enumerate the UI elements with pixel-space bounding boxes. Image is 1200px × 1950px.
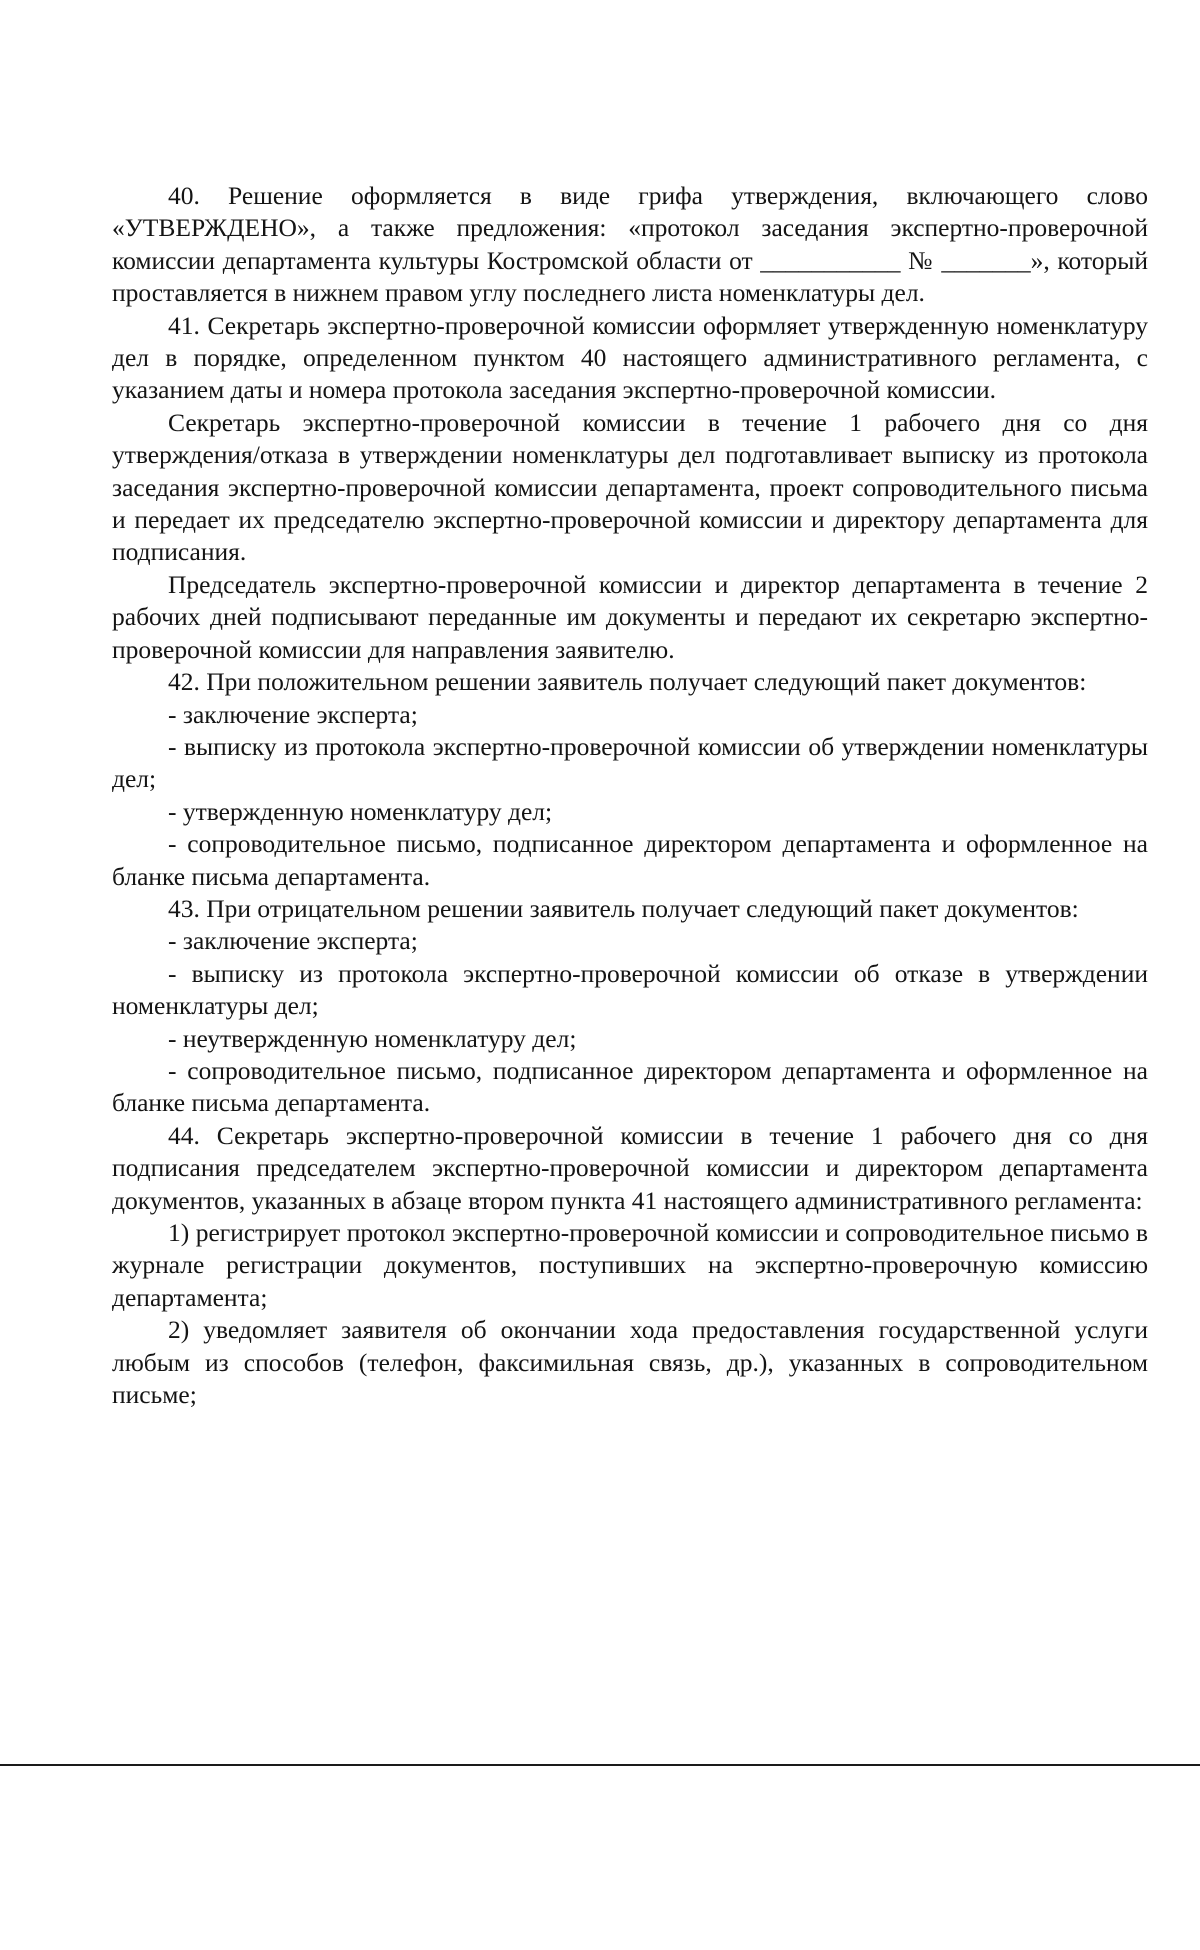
list-item-cover-letter: - сопроводительное письмо, подписанное директором департамента и оформленное на бланке письма департамента. bbox=[112, 829, 1148, 891]
bottom-rule-divider bbox=[0, 1764, 1200, 1766]
list-item-expert-conclusion: - заключение эксперта; bbox=[168, 699, 418, 729]
list-item-refusal-extract: - выписку из протокола экспертно-проверочной комиссии об отказе в утверждении номенклатуры дел; bbox=[112, 958, 1148, 1021]
paragraph-41-chairman: Председатель экспертно-проверочной комиссии и директор департамента в течение 2 рабочих дней подписывают переданные им документы и передают их секретарю экспертно-проверочной комиссии для направления заявителю. bbox=[112, 569, 1148, 664]
paragraph-44: 44. Секретарь экспертно-проверочной комиссии в течение 1 рабочего дня со дня подписания председателем экспертно-проверочной комиссии и директором департамента документов, указанных в абзаце втором пункта 41 настоящего административного регламента: bbox=[112, 1120, 1148, 1215]
paragraph-41-secretary: Секретарь экспертно-проверочной комиссии в течение 1 рабочего дня со дня утверждения/отказа в утверждении номенклатуры дел подготавливает выписку из протокола заседания экспертно-проверочной комиссии департамента, проект сопроводительного письма и передает их председателю экспертно-проверочной комиссии и директору департамента для подписания. bbox=[112, 407, 1148, 567]
paragraph-43: 43. При отрицательном решении заявитель получает следующий пакет документов: bbox=[168, 893, 1079, 923]
list-item-approval-extract: - выписку из протокола экспертно-проверочной комиссии об утверждении номенклатуры дел; bbox=[112, 731, 1148, 794]
paragraph-44-item-2: 2) уведомляет заявителя об окончании хода предоставления государственной услуги любым из способов (телефон, факсимильная связь, др.), указанных в сопроводительном письме; bbox=[112, 1315, 1148, 1410]
paragraph-40: 40. Решение оформляется в виде грифа утверждения, включающего слово «УТВЕРЖДЕНО», а также предложения: «протокол заседания экспертно-проверочной комиссии департамента культуры Костромской области от ___________ № _______», который проставляется в нижнем правом углу последнего листа номенклатуры дел. bbox=[112, 181, 1148, 308]
paragraph-41: 41. Секретарь экспертно-проверочной комиссии оформляет утвержденную номенклатуру дел в порядке, определенном пунктом 40 настоящего административного регламента, с указанием даты и номера протокола заседания экспертно-проверочной комиссии. bbox=[112, 310, 1148, 405]
list-item-expert-conclusion-2: - заключение эксперта; bbox=[168, 926, 418, 956]
list-item-cover-letter-2: - сопроводительное письмо, подписанное директором департамента и оформленное на бланке письма департамента. bbox=[112, 1055, 1148, 1118]
list-item-approved-nomenclature: - утвержденную номенклатуру дел; bbox=[168, 796, 553, 826]
list-item-unapproved-nomenclature: - неутвержденную номенклатуру дел; bbox=[168, 1023, 577, 1053]
paragraph-42: 42. При положительном решении заявитель получает следующий пакет документов: bbox=[168, 667, 1087, 697]
document-body bbox=[112, 180, 1148, 1411]
paragraph-44-item-1: 1) регистрирует протокол экспертно-проверочной комиссии и сопроводительное письмо в журнале регистрации документов, поступивших на экспертно-проверочную комиссию департамента; bbox=[112, 1218, 1148, 1312]
